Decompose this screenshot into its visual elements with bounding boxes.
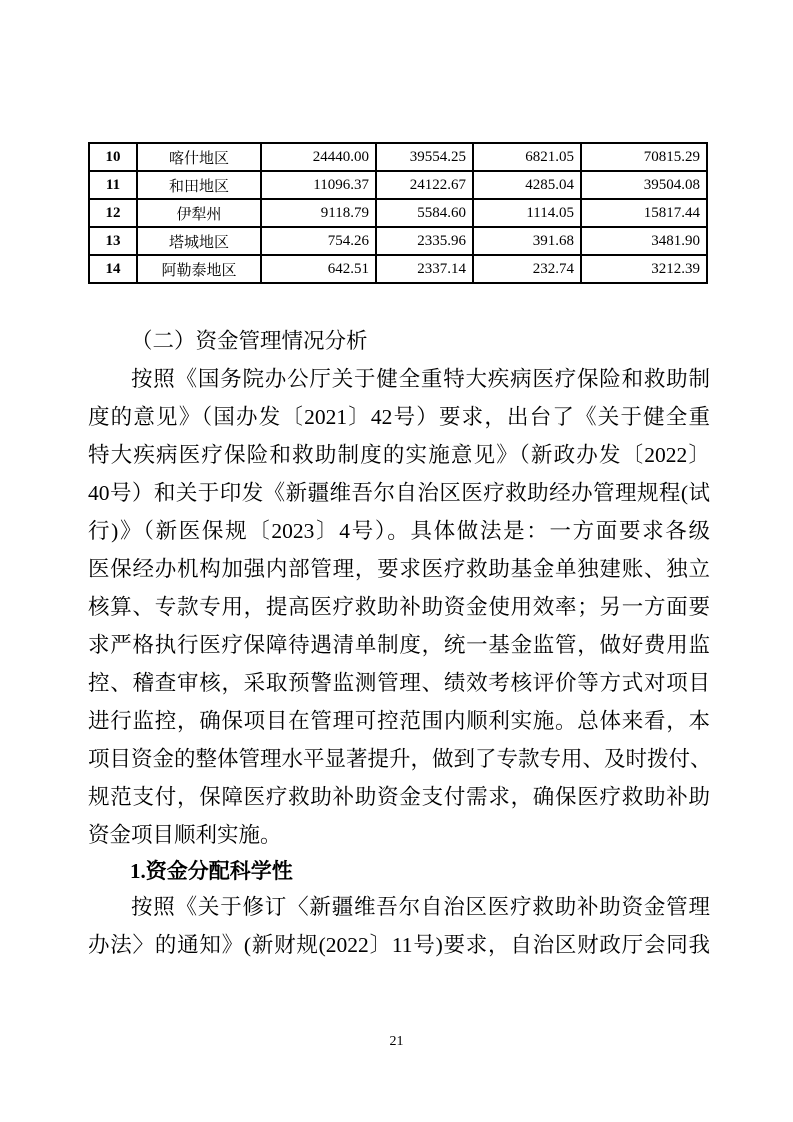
- paragraph-line: 特大疾病医疗保险和救助制度的实施意见》（新政办发〔2022〕: [88, 443, 710, 467]
- paragraph-line: 核算、专款专用，提高医疗救助补助资金使用效率；另一方面要: [88, 595, 710, 619]
- paragraph-line: 度的意见》（国办发〔2021〕42号）要求，出台了《关于健全重: [88, 405, 710, 429]
- table-cell-amount: 39554.25: [376, 143, 473, 171]
- table-row: [89, 199, 707, 227]
- paragraph-line: 求严格执行医疗保障待遇清单制度，统一基金监管，做好费用监: [88, 633, 710, 657]
- paragraph-line: 资金项目顺利实施。: [88, 823, 282, 847]
- table-cell-region: 伊犁州: [137, 199, 261, 227]
- table-cell-amount: 4285.04: [473, 171, 581, 199]
- table-row: [89, 255, 707, 283]
- paragraph-line: 40号）和关于印发《新疆维吾尔自治区医疗救助经办管理规程(试: [88, 481, 710, 505]
- table-row: [89, 227, 707, 255]
- table-cell-amount: 642.51: [261, 255, 376, 283]
- section-heading: （二）资金管理情况分析: [131, 329, 368, 353]
- table-cell-amount: 3212.39: [581, 255, 707, 283]
- paragraph-line: 按照《国务院办公厅关于健全重特大疾病医疗保险和救助制: [131, 367, 710, 391]
- table-cell-row-number: 10: [89, 143, 137, 171]
- paragraph-line: 行)》（新医保规〔2023〕4号）。具体做法是：一方面要求各级: [88, 519, 710, 543]
- table-cell-amount: 1114.05: [473, 199, 581, 227]
- table-cell-amount: 9118.79: [261, 199, 376, 227]
- document-body: [88, 322, 710, 964]
- table-cell-amount: 11096.37: [261, 171, 376, 199]
- table-row: [89, 171, 707, 199]
- table-cell-row-number: 11: [89, 171, 137, 199]
- table-cell-amount: 70815.29: [581, 143, 707, 171]
- table-cell-row-number: 12: [89, 199, 137, 227]
- table-cell-region: 喀什地区: [137, 143, 261, 171]
- table-cell-row-number: 14: [89, 255, 137, 283]
- paragraph-line: 进行监控，确保项目在管理可控范围内顺利实施。总体来看，本: [88, 709, 710, 733]
- table-cell-amount: 39504.08: [581, 171, 707, 199]
- table-cell-amount: 3481.90: [581, 227, 707, 255]
- region-funding-table: [88, 142, 708, 284]
- table-cell-amount: 754.26: [261, 227, 376, 255]
- table-cell-region: 阿勒泰地区: [137, 255, 261, 283]
- table-cell-amount: 15817.44: [581, 199, 707, 227]
- table-cell-amount: 5584.60: [376, 199, 473, 227]
- table-cell-region: 塔城地区: [137, 227, 261, 255]
- paragraph-line: 按照《关于修订〈新疆维吾尔自治区医疗救助补助资金管理: [131, 895, 710, 919]
- table-cell-amount: 391.68: [473, 227, 581, 255]
- paragraph-line: 规范支付，保障医疗救助补助资金支付需求，确保医疗救助补助: [88, 785, 710, 809]
- table-cell-amount: 24122.67: [376, 171, 473, 199]
- paragraph-line: 医保经办机构加强内部管理，要求医疗救助基金单独建账、独立: [88, 557, 710, 581]
- table-cell-row-number: 13: [89, 227, 137, 255]
- table-cell-amount: 24440.00: [261, 143, 376, 171]
- table-cell-amount: 2335.96: [376, 227, 473, 255]
- table-cell-amount: 6821.05: [473, 143, 581, 171]
- paragraph-line: 项目资金的整体管理水平显著提升，做到了专款专用、及时拨付、: [88, 747, 712, 771]
- sub-heading: 1.资金分配科学性: [130, 859, 293, 883]
- paragraph-line: 控、稽查审核，采取预警监测管理、绩效考核评价等方式对项目: [88, 671, 710, 695]
- table-cell-amount: 2337.14: [376, 255, 473, 283]
- paragraph-line: 办法〉的通知》(新财规(2022〕11号)要求，自治区财政厅会同我: [88, 933, 710, 957]
- page-number: 21: [389, 1034, 404, 1049]
- table-cell-region: 和田地区: [137, 171, 261, 199]
- table-row: [89, 143, 707, 171]
- table-cell-amount: 232.74: [473, 255, 581, 283]
